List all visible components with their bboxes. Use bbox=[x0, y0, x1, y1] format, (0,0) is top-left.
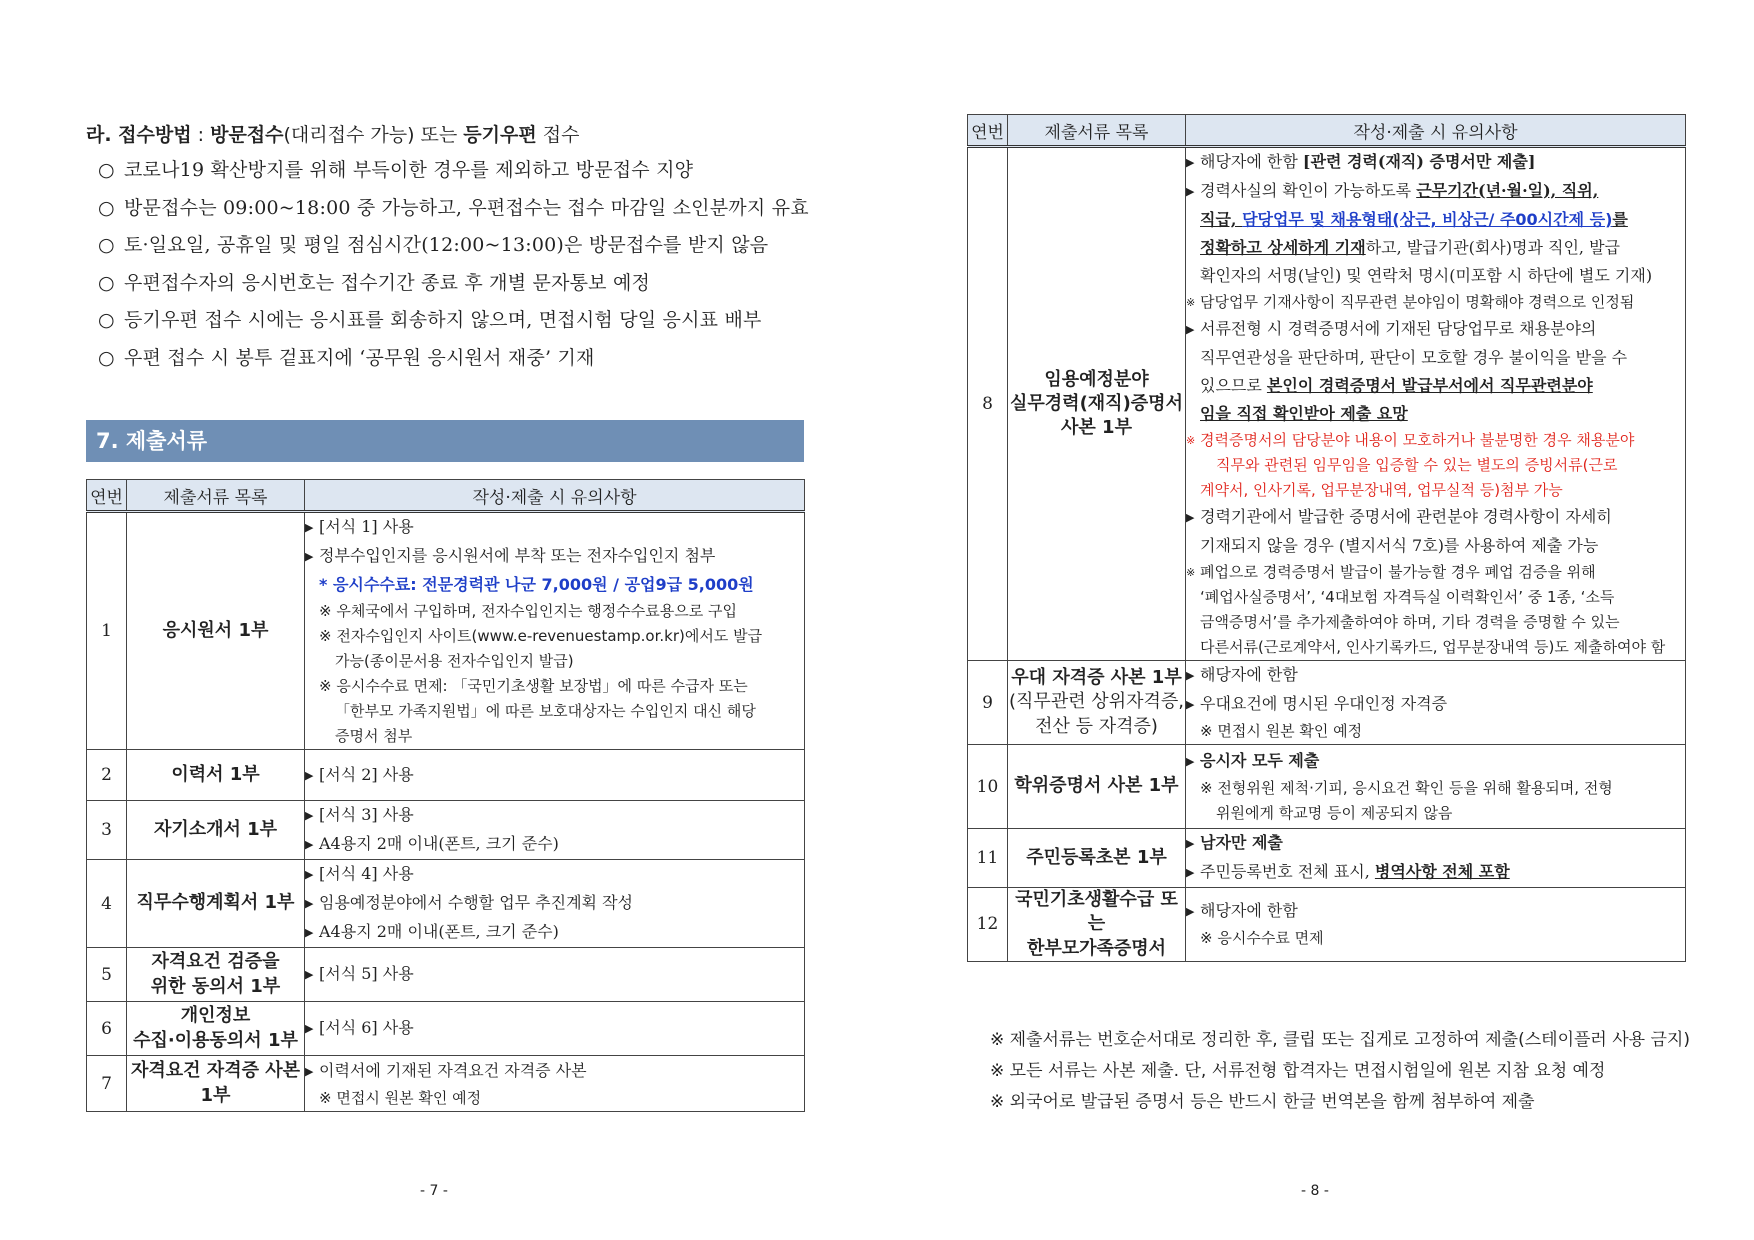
page-number: - 7 - bbox=[420, 1183, 448, 1199]
table-row: 11 주민등록초본 1부 ▶ 남자만 제출 ▶ 주민등록번호 전체 표시, 병역사항 전체 포함 bbox=[968, 829, 1686, 888]
footnote: ※ 외국어로 발급된 증명서 등은 반드시 한글 번역본을 함께 첨부하여 제출 bbox=[990, 1092, 1535, 1112]
bullet-item: ○ 코로나19 확산방지를 위해 부득이한 경우를 제외하고 방문접수 지양 bbox=[98, 159, 694, 181]
col-header-no: 연번 bbox=[87, 480, 127, 512]
table-row: 4 직무수행계획서 1부 ▶ [서식 4] 사용 ▶ 임용예정분야에서 수행할 업무 추진계획 작성 ▶ A4용지 2매 이내(폰트, 크기 준수) bbox=[87, 860, 805, 948]
documents-table-left bbox=[86, 479, 805, 1112]
col-header-doc: 제출서류 목록 bbox=[1008, 115, 1186, 147]
reception-bullets bbox=[98, 155, 818, 381]
bullet-item: ○ 등기우편 접수 시에는 응시표를 회송하지 않으며, 면접시험 당일 응시표 배부 bbox=[98, 309, 762, 332]
table-row: 12 국민기초생활수급 또는 한부모가족증명서 ▶ 해당자에 한함 ※ 응시수수료 면제 bbox=[968, 888, 1686, 962]
table-row: 10 학위증명서 사본 1부 ▶ 응시자 모두 제출 ※ 전형위원 제척·기피, 응시요건 확인 등을 위해 활용되며, 전형 위원에게 학교명 등이 제공되지 않음 bbox=[968, 745, 1686, 829]
table-row: 8 임용예정분야 실무경력(재직)증명서 사본 1부 ▶ 해당자에 한함 [관련 경력(재직) 증명서만 제출] ▶ 경력사실의 확인이 가능하도록 근무기간(년·월·일), 직위, 직급, 담당업무 및 채용형태(상근, 비상근/ 주00시간제 등)를 정확하고 상세하게 기재하고, 발급기관(회사)명과 직인, 발급 확인자의 서명(날인) 및 연락처 명시(미포함 시 하단에 별도 기재) ※ 담당업무 기재사항이 직무관련 분야임이 명확해야 경력으로 인정됨 ▶ 서류전형 시 경력증명서에 기재된 담당업무로 채용분야의 직무연관성을 판단하며, 판단이 모호할 경우 불이익을 받을 수 있으므로 본인이 경력증명서 발급부서에서 직무관련분야 임을 직접 확인받아 제출 요망 ※ 경력증명서의 담당분야 내용이 모호하거나 불분명한 경우 채용분야 직무와 관련된 임무임을 입증할 수 있는 별도의 증빙서류(근로 계약서, 인사기록, 업무분장내역, 업무실적 등)첨부 가능 ▶ 경력기관에서 발급한 증명서에 관련분야 경력사항이 자세히 기재되지 않을 경우 (별지서식 7호)를 사용하여 제출 가능 ※ 폐업으로 경력증명서 발급이 불가능할 경우 폐업 검증을 위해 ‘폐업사실증명서’, ‘4대보험 자격득실 이력확인서’ 중 1종, ‘소득 금액증명서’를 추가제출하여야 하며, 기타 경력을 증명할 수 있는 다른서류(근로계약서, 인사기록카드, 업무분장내역 등)도 제출하여야 함 bbox=[968, 147, 1686, 661]
table-row: 6 개인정보 수집·이용동의서 1부 ▶ [서식 6] 사용 bbox=[87, 1002, 805, 1056]
bullet-item: ○ 방문접수는 09:00~18:00 중 가능하고, 우편접수는 접수 마감일 소인분까지 유효 bbox=[98, 196, 809, 219]
footnote: ※ 제출서류는 번호순서대로 정리한 후, 클립 또는 집게로 고정하여 제출(스테이플러 사용 금지) bbox=[990, 1030, 1690, 1050]
footnote: ※ 모든 서류는 사본 제출. 단, 서류전형 합격자는 면접시험일에 원본 지참 요청 예정 bbox=[990, 1061, 1606, 1081]
bullet-item: ○ 우편 접수 시 봉투 겉표지에 ‘공무원 응시원서 재중’ 기재 bbox=[98, 346, 595, 369]
documents-table-right bbox=[967, 114, 1686, 962]
table-row: 7 자격요건 자격증 사본 1부 ▶ 이력서에 기재된 자격요건 자격증 사본 ※ 면접시 원본 확인 예정 bbox=[87, 1056, 805, 1112]
page-number: - 8 - bbox=[1301, 1183, 1329, 1199]
col-header-doc: 제출서류 목록 bbox=[127, 480, 305, 512]
col-header-notes: 작성·제출 시 유의사항 bbox=[305, 480, 805, 512]
col-header-no: 연번 bbox=[968, 115, 1008, 147]
footnotes bbox=[990, 1025, 1690, 1118]
table-row: 9 우대 자격증 사본 1부 (직무관련 상위자격증, 전산 등 자격증) ▶ 해당자에 한함 ▶ 우대요건에 명시된 우대인정 자격증 ※ 면접시 원본 확인 예정 bbox=[968, 661, 1686, 745]
table-row: 1 응시원서 1부 ▶ [서식 1] 사용 ▶ 정부수입인지를 응시원서에 부착 또는 전자수입인지 첨부 * 응시수수료: 전문경력관 나군 7,000원 / 공업9급 5,000원 ※ 우체국에서 구입하며, 전자수입인지는 행정수수료용으로 구입 ※ 전자수입인지 사이트(www.e-revenuestamp.or.kr)에서도 발급 가능(종이문서용 전자수입인지 발급) ※ 응시수수료 면제: 「국민기초생활 보장법」에 따른 수급자 또는 「한부모 가족지원법」에 따른 보호대상자는 수입인지 대신 해당 증명서 첨부 bbox=[87, 512, 805, 750]
section-ra-heading: 라. 접수방법 : 방문접수(대리접수 가능) 또는 등기우편 접수 bbox=[86, 124, 580, 146]
section-7-title: 7. 제출서류 bbox=[86, 420, 804, 462]
bullet-item: ○ 우편접수자의 응시번호는 접수기간 종료 후 개별 문자통보 예정 bbox=[98, 271, 651, 294]
table-row: 5 자격요건 검증을 위한 동의서 1부 ▶ [서식 5] 사용 bbox=[87, 948, 805, 1002]
table-row: 2 이력서 1부 ▶ [서식 2] 사용 bbox=[87, 750, 805, 801]
page-8 bbox=[877, 0, 1754, 1240]
bullet-item: ○ 토·일요일, 공휴일 및 평일 점심시간(12:00~13:00)은 방문접수를 받지 않음 bbox=[98, 234, 769, 257]
col-header-notes: 작성·제출 시 유의사항 bbox=[1186, 115, 1686, 147]
table-row: 3 자기소개서 1부 ▶ [서식 3] 사용 ▶ A4용지 2매 이내(폰트, 크기 준수) bbox=[87, 801, 805, 860]
